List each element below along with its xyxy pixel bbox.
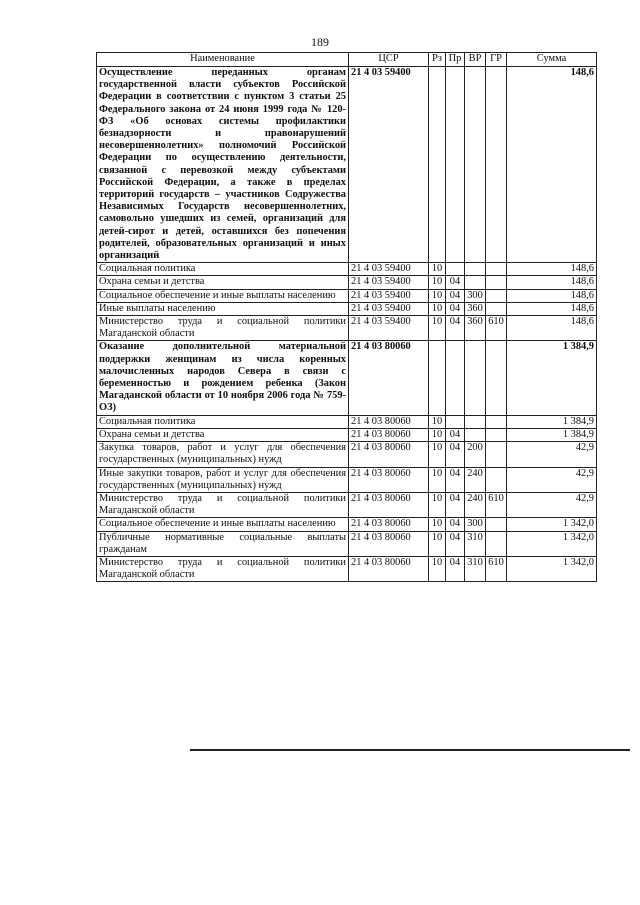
cell-gr: 610 [486, 492, 507, 517]
table-row [97, 415, 597, 428]
table-row [97, 556, 597, 581]
table-row [97, 67, 597, 263]
budget-table [96, 52, 597, 582]
cell-sum: 148,6 [507, 276, 597, 289]
cell-pr: 04 [446, 302, 465, 315]
table-row [97, 428, 597, 441]
cell-gr [486, 467, 507, 492]
table-body [97, 67, 597, 582]
cell-sum: 1 384,9 [507, 428, 597, 441]
cell-sum: 42,9 [507, 467, 597, 492]
cell-rz [429, 341, 446, 415]
cell-pr [446, 341, 465, 415]
cell-name: Министерство труда и социальной политики Магаданской области [97, 556, 349, 581]
cell-rz: 10 [429, 302, 446, 315]
cell-rz: 10 [429, 531, 446, 556]
cell-vr [465, 341, 486, 415]
cell-rz: 10 [429, 289, 446, 302]
table-row [97, 531, 597, 556]
header-csr: ЦСР [349, 53, 429, 67]
header-row [97, 53, 597, 67]
cell-name: Осуществление переданных органам государственной власти субъектов Российской Федерации в соответствии с пунктом 3 статьи 25 Федерального закона от 24 июня 1999 года № 120-ФЗ «Об основах системы профилактики безнадзорности и правонарушений несовершеннолетних» полномочий Российской Федерации по осуществлению деятельности, связанной с перевозкой между субъектами Российской Федерации, а также в пределах территорий государств – участников Содружества Независимых Государств несовершеннолетних, самовольно ушедших из семей, организаций для детей-сирот и детей, оставшихся без попечения родителей, образовательных организаций и иных организаций [97, 67, 349, 263]
cell-gr [486, 415, 507, 428]
cell-gr [486, 428, 507, 441]
table-row [97, 341, 597, 415]
cell-sum: 148,6 [507, 67, 597, 263]
cell-sum: 148,6 [507, 302, 597, 315]
cell-gr [486, 302, 507, 315]
cell-name: Социальное обеспечение и иные выплаты населению [97, 518, 349, 531]
cell-vr: 300 [465, 289, 486, 302]
cell-sum: 1 342,0 [507, 531, 597, 556]
cell-csr: 21 4 03 80060 [349, 442, 429, 467]
cell-name: Публичные нормативные социальные выплаты гражданам [97, 531, 349, 556]
table-row [97, 442, 597, 467]
cell-csr: 21 4 03 59400 [349, 263, 429, 276]
cell-name: Социальная политика [97, 263, 349, 276]
cell-pr [446, 415, 465, 428]
cell-vr: 240 [465, 467, 486, 492]
table-row [97, 302, 597, 315]
cell-vr: 360 [465, 316, 486, 341]
cell-gr [486, 67, 507, 263]
cell-gr [486, 531, 507, 556]
cell-sum: 148,6 [507, 316, 597, 341]
cell-sum: 1 384,9 [507, 341, 597, 415]
cell-vr: 200 [465, 442, 486, 467]
cell-vr: 240 [465, 492, 486, 517]
cell-name: Оказание дополнительной материальной поддержки женщинам из числа коренных малочисленных народов Севера в связи с беременностью и рождением ребенка (Закон Магаданской области от 10 ноября 2006 года № 759-ОЗ) [97, 341, 349, 415]
cell-rz: 10 [429, 415, 446, 428]
cell-pr: 04 [446, 289, 465, 302]
cell-name: Охрана семьи и детства [97, 428, 349, 441]
cell-gr [486, 276, 507, 289]
header-sum: Сумма [507, 53, 597, 67]
cell-rz: 10 [429, 467, 446, 492]
table-row [97, 518, 597, 531]
cell-pr: 04 [446, 556, 465, 581]
cell-rz: 10 [429, 518, 446, 531]
header-gr: ГР [486, 53, 507, 67]
cell-csr: 21 4 03 59400 [349, 289, 429, 302]
cell-csr: 21 4 03 80060 [349, 415, 429, 428]
cell-vr [465, 415, 486, 428]
cell-gr [486, 442, 507, 467]
cell-name: Иные закупки товаров, работ и услуг для обеспечения государственных (муниципальных) нужд [97, 467, 349, 492]
cell-pr: 04 [446, 276, 465, 289]
cell-rz: 10 [429, 276, 446, 289]
cell-name: Социальное обеспечение и иные выплаты населению [97, 289, 349, 302]
header-pr: Пр [446, 53, 465, 67]
cell-sum: 1 342,0 [507, 556, 597, 581]
cell-csr: 21 4 03 80060 [349, 467, 429, 492]
cell-csr: 21 4 03 80060 [349, 531, 429, 556]
cell-vr: 310 [465, 556, 486, 581]
cell-vr: 310 [465, 531, 486, 556]
cell-rz [429, 67, 446, 263]
table-row [97, 316, 597, 341]
cell-vr: 360 [465, 302, 486, 315]
cell-pr: 04 [446, 518, 465, 531]
table-row [97, 467, 597, 492]
cell-csr: 21 4 03 80060 [349, 492, 429, 517]
cell-csr: 21 4 03 59400 [349, 67, 429, 263]
cell-sum: 1 342,0 [507, 518, 597, 531]
cell-sum: 148,6 [507, 289, 597, 302]
table-row [97, 276, 597, 289]
cell-gr: 610 [486, 556, 507, 581]
cell-sum: 42,9 [507, 442, 597, 467]
cell-gr [486, 289, 507, 302]
cell-rz: 10 [429, 263, 446, 276]
cell-pr: 04 [446, 316, 465, 341]
cell-vr: 300 [465, 518, 486, 531]
cell-pr: 04 [446, 531, 465, 556]
cell-rz: 10 [429, 442, 446, 467]
cell-gr [486, 341, 507, 415]
cell-name: Министерство труда и социальной политики Магаданской области [97, 316, 349, 341]
cell-name: Иные выплаты населению [97, 302, 349, 315]
cell-name: Министерство труда и социальной политики Магаданской области [97, 492, 349, 517]
header-rz: Рз [429, 53, 446, 67]
cell-pr: 04 [446, 428, 465, 441]
cell-rz: 10 [429, 316, 446, 341]
cell-csr: 21 4 03 59400 [349, 302, 429, 315]
page-number: 189 [311, 35, 329, 49]
cell-rz: 10 [429, 428, 446, 441]
cell-name: Закупка товаров, работ и услуг для обеспечения государственных (муниципальных) нужд [97, 442, 349, 467]
cell-csr: 21 4 03 59400 [349, 316, 429, 341]
cell-pr: 04 [446, 467, 465, 492]
cell-pr: 04 [446, 492, 465, 517]
table-row [97, 263, 597, 276]
cell-vr [465, 276, 486, 289]
header-name: Наименование [97, 53, 349, 67]
footer-rule [190, 749, 630, 751]
cell-csr: 21 4 03 80060 [349, 341, 429, 415]
cell-gr [486, 263, 507, 276]
cell-pr: 04 [446, 442, 465, 467]
table-row [97, 289, 597, 302]
cell-rz: 10 [429, 556, 446, 581]
cell-pr [446, 263, 465, 276]
cell-sum: 148,6 [507, 263, 597, 276]
cell-csr: 21 4 03 80060 [349, 428, 429, 441]
cell-rz: 10 [429, 492, 446, 517]
cell-csr: 21 4 03 80060 [349, 518, 429, 531]
cell-csr: 21 4 03 59400 [349, 276, 429, 289]
cell-vr [465, 67, 486, 263]
cell-name: Социальная политика [97, 415, 349, 428]
cell-vr [465, 428, 486, 441]
table-row [97, 492, 597, 517]
cell-pr [446, 67, 465, 263]
header-vr: ВР [465, 53, 486, 67]
cell-gr [486, 518, 507, 531]
cell-name: Охрана семьи и детства [97, 276, 349, 289]
cell-gr: 610 [486, 316, 507, 341]
cell-vr [465, 263, 486, 276]
cell-sum: 42,9 [507, 492, 597, 517]
cell-sum: 1 384,9 [507, 415, 597, 428]
cell-csr: 21 4 03 80060 [349, 556, 429, 581]
